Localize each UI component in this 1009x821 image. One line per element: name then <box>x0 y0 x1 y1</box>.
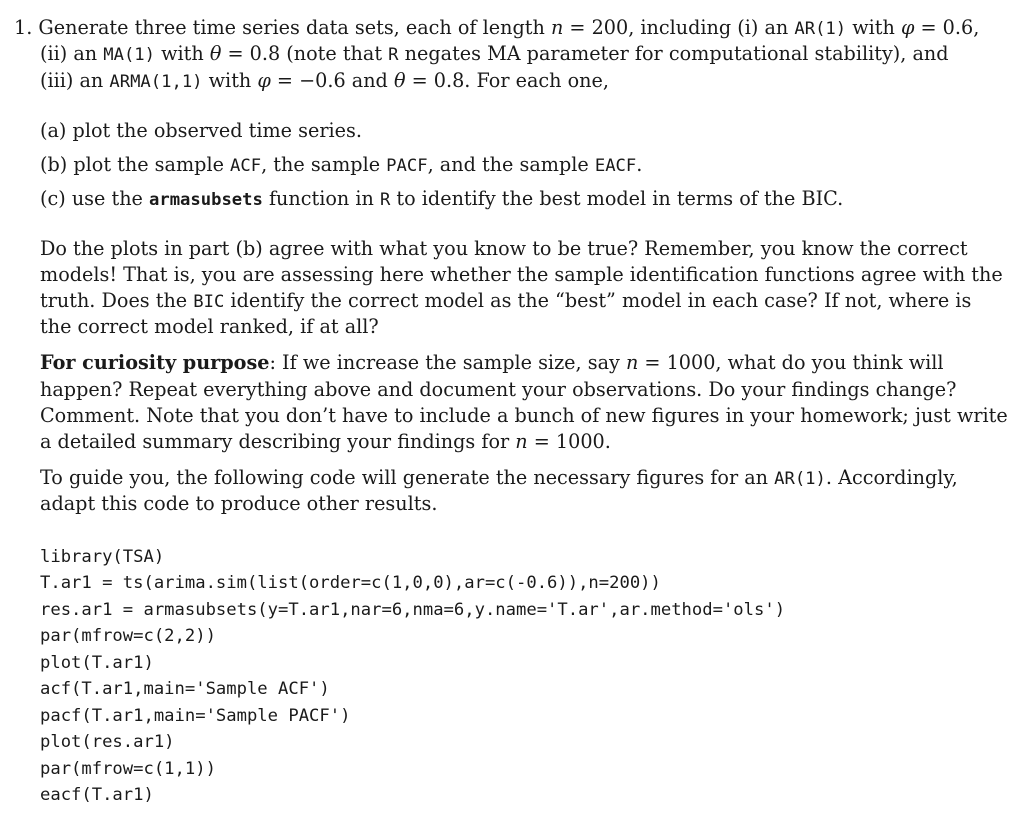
text: . Accordingly, <box>825 466 958 489</box>
problem-number: 1. <box>14 16 33 39</box>
code-acf: ACF <box>230 156 262 176</box>
list-item-b <box>40 153 642 178</box>
text: with <box>155 42 210 65</box>
item-label: (c) <box>40 187 66 210</box>
text: To guide you, the following code will generate the necessary figures for an <box>40 466 775 489</box>
code-eacf: EACF <box>594 156 637 176</box>
text: = 1000. <box>527 430 611 453</box>
text: with <box>202 69 258 92</box>
code-ma1: MA(1) <box>103 45 155 65</box>
code-armasubsets: armasubsets <box>149 190 263 210</box>
math-phi: φ <box>257 69 271 92</box>
code-ar1: AR(1) <box>794 19 847 39</box>
code-r: R <box>388 45 399 65</box>
math-n: n <box>550 16 564 39</box>
code-line: eacf(T.ar1) <box>40 785 154 805</box>
text: , the sample <box>261 153 387 176</box>
text: plot the sample <box>73 153 231 176</box>
para1-line-4: the correct model ranked, if at all? <box>40 315 379 338</box>
code-line: library(TSA) <box>40 547 165 567</box>
para1-line-1: Do the plots in part (b) agree with what you know to be true? Remember, you know the correct <box>40 237 968 260</box>
text: truth. Does the <box>40 289 194 312</box>
text: (iii) an <box>40 69 110 92</box>
code-line: par(mfrow=c(1,1)) <box>40 759 216 779</box>
text: , and the sample <box>427 153 595 176</box>
item-label: (a) <box>40 119 67 142</box>
math-theta: θ <box>209 42 222 65</box>
text: = 1000, what do you think will <box>638 351 944 374</box>
text: to identify the best model in terms of the BIC. <box>390 187 844 210</box>
text: identify the correct model as the “best” model in each case? If not, where is <box>224 289 972 312</box>
para1-line-2: models! That is, you are assessing here whether the sample identification functions agree with the <box>40 263 1003 286</box>
code-bic: BIC <box>193 292 225 312</box>
math-n: n <box>515 430 528 453</box>
text: : If we increase the sample size, say <box>269 351 626 374</box>
para2-line-4 <box>40 430 611 454</box>
text: = −0.6 and <box>270 69 394 92</box>
text: use the <box>71 187 150 210</box>
math-n: n <box>625 351 639 374</box>
code-ar1: AR(1) <box>774 469 826 489</box>
code-line: acf(T.ar1,main='Sample ACF') <box>40 679 330 699</box>
problem-intro-line-2 <box>40 42 949 67</box>
text: . <box>636 153 643 176</box>
code-line: T.ar1 = ts(arima.sim(list(order=c(1,0,0),ar=c(-0.6)),n=200)) <box>40 573 661 593</box>
math-phi: φ <box>900 16 915 39</box>
text: negates MA parameter for computational stability), and <box>398 42 949 65</box>
problem-intro-line-1 <box>14 16 979 41</box>
para1-line-3 <box>40 289 971 314</box>
para2-line-2: happen? Repeat everything above and document your observations. Do your findings change? <box>40 378 957 401</box>
text: = 0.8. For each one, <box>405 69 609 92</box>
para3-line-2: adapt this code to produce other results. <box>40 492 438 515</box>
text: with <box>846 16 901 39</box>
code-pacf: PACF <box>386 156 428 176</box>
text: = 0.6, <box>914 16 980 39</box>
code-line: plot(res.ar1) <box>40 732 175 752</box>
text: = 200, including (i) an <box>563 16 795 39</box>
para2-line-3: Comment. Note that you don’t have to include a bunch of new figures in your homework; just write <box>40 404 1008 427</box>
code-line: plot(T.ar1) <box>40 653 154 673</box>
text: (ii) an <box>40 42 104 65</box>
para3-line-1 <box>40 466 958 491</box>
list-item-a <box>40 119 362 143</box>
problem-intro-line-3 <box>40 69 609 94</box>
text: plot the observed time series. <box>72 119 362 142</box>
code-arma11: ARMA(1,1) <box>109 72 203 92</box>
bold-lead: For curiosity purpose <box>40 351 270 374</box>
text: = 0.8 (note that <box>221 42 389 65</box>
math-theta: θ <box>393 69 406 92</box>
list-item-c <box>40 187 843 212</box>
para2-line-1 <box>40 351 944 375</box>
code-r: R <box>379 190 391 210</box>
text: Generate three time series data sets, each of length <box>38 16 551 39</box>
code-line: pacf(T.ar1,main='Sample PACF') <box>40 706 351 726</box>
code-line: par(mfrow=c(2,2)) <box>40 626 216 646</box>
text: function in <box>262 187 380 210</box>
code-line: res.ar1 = armasubsets(y=T.ar1,nar=6,nma=6,y.name='T.ar',ar.method='ols') <box>40 600 786 620</box>
text: a detailed summary describing your findings for <box>40 430 516 453</box>
item-label: (b) <box>40 153 68 176</box>
